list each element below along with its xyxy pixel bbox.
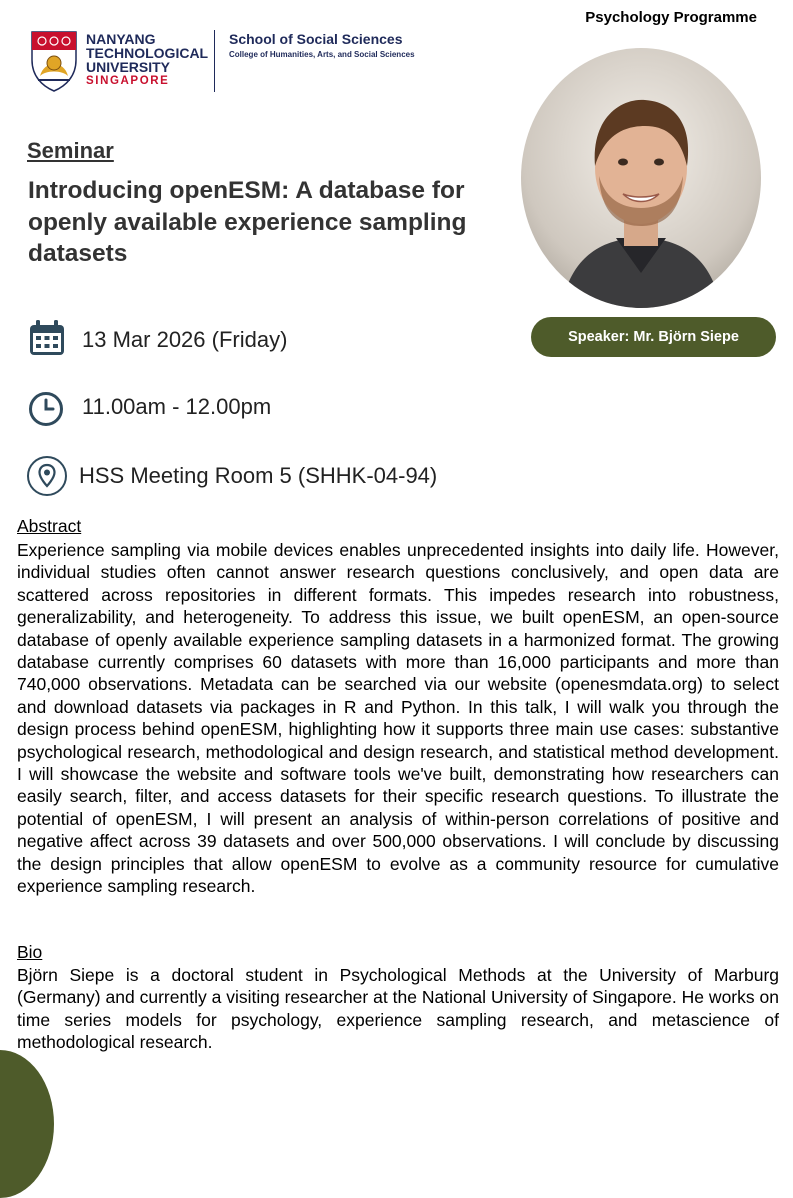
- college-name: College of Humanities, Arts, and Social Sciences: [229, 50, 415, 59]
- ntu-line-2: TECHNOLOGICAL: [86, 45, 209, 61]
- event-time: 11.00am - 12.00pm: [82, 394, 272, 419]
- speaker-photo: [521, 48, 761, 308]
- ntu-wordmark: [86, 32, 208, 88]
- location-pin-icon: [26, 455, 68, 497]
- event-venue: HSS Meeting Room 5 (SHHK-04-94): [79, 463, 438, 488]
- ntu-crest-icon: [30, 30, 78, 92]
- corner-decoration: [0, 1050, 54, 1198]
- calendar-icon: [28, 319, 66, 357]
- programme-label: Psychology Programme: [585, 9, 757, 26]
- seminar-title: Introducing openESM: A database for openly available experience sampling datasets: [28, 177, 467, 267]
- school-wordmark: [229, 31, 415, 59]
- logo-divider: [214, 30, 215, 92]
- bio-heading: Bio: [17, 942, 43, 962]
- school-name: School of Social Sciences: [229, 31, 403, 47]
- bio-text: Björn Siepe is a doctoral student in Psychological Methods at the University of Marburg (Germany) and currently a visiting researcher at the National University of Singapore. He works on time series models for psychology, experience sampling research, and metascience of methodological research.: [17, 965, 779, 1053]
- abstract-text: Experience sampling via mobile devices enables unprecedented insights into daily life. However, individual studies often cannot answer research questions conclusively, and open data are scattered across repositories in different formats. This impedes research into robustness, generalizability, and heterogeneity. To address this issue, we built openESM, an open-source database of openly available experience sampling datasets in a harmonized format. The growing database currently comprises 60 datasets with more than 16,000 participants and more than 740,000 observations. Metadata can be searched via our website (openesmdata.org) to select and download datasets via packages in R and Python. In this talk, I will walk you through the design process behind openESM, highlighting how it supports three main use cases: substantive psychological research, methodological and design research, and statistical method development. I will showcase the website and software tools we've built, demonstrating how researchers can easily search, filter, and access datasets for their specific research questions. To illustrate the potential of openESM, I will present an analysis of within-person correlations of positive and negative affect across 39 datasets and over 500,000 observations. I will conclude by discussing the design principles that allow openESM to evolve as a community resource for cumulative experience sampling research.: [17, 540, 779, 897]
- seminar-label: Seminar: [27, 138, 114, 163]
- ntu-line-4: SINGAPORE: [86, 75, 170, 87]
- speaker-badge: Speaker: Mr. Björn Siepe: [531, 317, 776, 357]
- ntu-logo: [30, 30, 420, 94]
- clock-icon: [28, 391, 64, 427]
- ntu-line-3: UNIVERSITY: [86, 59, 171, 75]
- event-date: 13 Mar 2026 (Friday): [82, 327, 288, 352]
- speaker-portrait-icon: [521, 48, 761, 308]
- ntu-line-1: NANYANG: [86, 31, 156, 47]
- abstract-heading: Abstract: [17, 516, 82, 536]
